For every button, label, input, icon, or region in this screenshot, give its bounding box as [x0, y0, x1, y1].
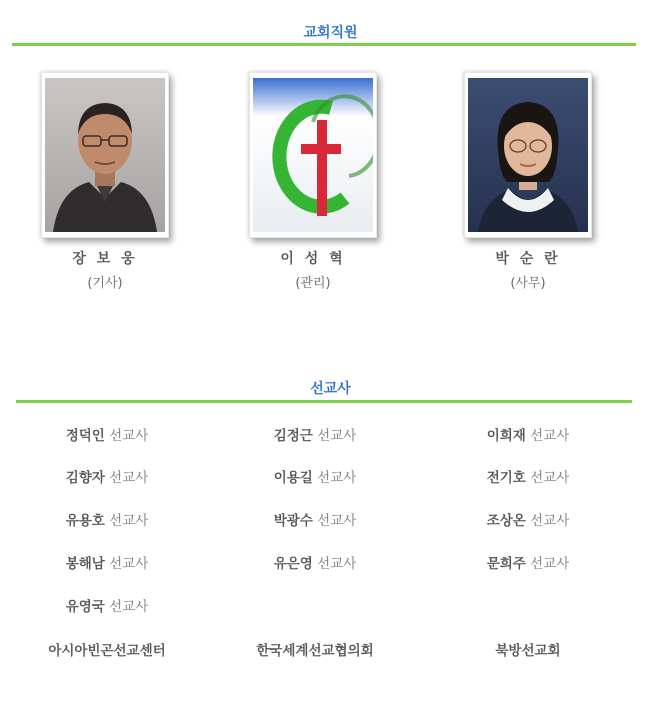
missionary-entry: 봉해남 선교사: [65, 556, 149, 572]
missionary-entry: 정덕인 선교사: [65, 428, 149, 444]
organization-link[interactable]: 북방선교회: [495, 643, 561, 659]
staff-role: (관리): [295, 276, 331, 291]
staff-photo-frame: [249, 72, 377, 238]
missionary-entry: 문희주 선교사: [486, 556, 570, 572]
missionary-entry: 조상온 선교사: [486, 513, 570, 529]
missionary-entry: 김향자 선교사: [65, 470, 149, 486]
missionary-entry: 유은영 선교사: [273, 556, 357, 572]
staff-photo-frame: [464, 72, 592, 238]
staff-card-3: [448, 72, 608, 291]
staff-role: (사무): [510, 276, 546, 291]
staff-photo-frame: [41, 72, 169, 238]
staff-name: 박 순 란: [495, 251, 561, 267]
staff-divider: [12, 43, 636, 46]
missionary-entry: 전기호 선교사: [486, 470, 570, 486]
church-cross-logo: [253, 78, 373, 232]
missionary-divider: [16, 400, 632, 403]
staff-photo-woman: [468, 78, 588, 232]
missionary-entry: 유용호 선교사: [65, 513, 149, 529]
missionary-entry: 유영국 선교사: [65, 599, 149, 615]
staff-name: 장 보 웅: [72, 251, 138, 267]
staff-name: 이 성 혁: [280, 251, 346, 267]
missionary-entry: 이용길 선교사: [273, 470, 357, 486]
missionary-section-title: 선교사: [310, 381, 351, 397]
staff-photo-man: [45, 78, 165, 232]
missionary-entry: 김정근 선교사: [273, 428, 357, 444]
organization-link[interactable]: 한국세계선교협의회: [256, 643, 374, 659]
organization-link[interactable]: 아시아빈곤선교센터: [48, 643, 166, 659]
staff-role: (기사): [87, 276, 123, 291]
staff-section-title: 교회직원: [303, 25, 358, 41]
missionary-entry: 이희재 선교사: [486, 428, 570, 444]
staff-card-2: [233, 72, 393, 291]
staff-card-1: [25, 72, 185, 291]
missionary-entry: 박광수 선교사: [273, 513, 357, 529]
